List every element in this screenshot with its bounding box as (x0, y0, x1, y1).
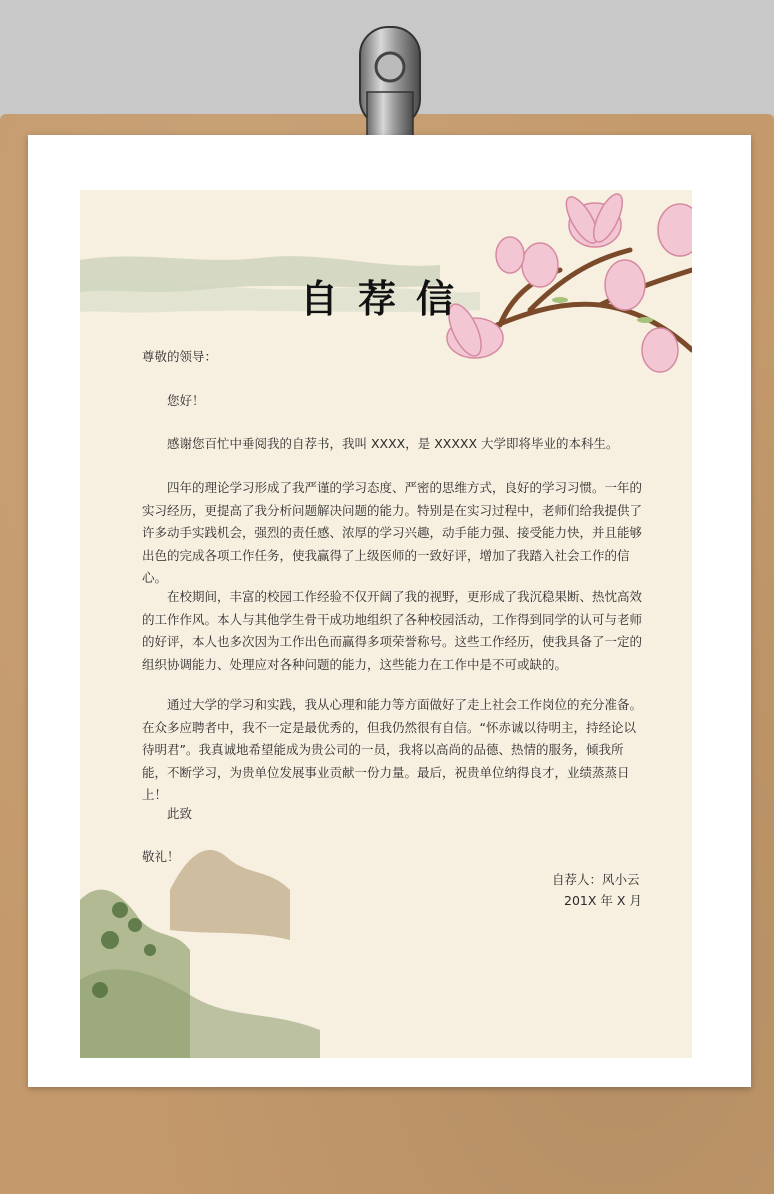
paragraph-intro: 感谢您百忙中垂阅我的自荐书，我叫 XXXX，是 XXXXX 大学即将毕业的本科生。 (167, 436, 619, 451)
paragraph-campus: 在校期间，丰富的校园工作经验不仅开阔了我的视野，更形成了我沉稳果断、热忱高效的工作作风。本人与其他学生骨干成功地组织了各种校园活动，工作得到同学的认可与老师的好评，本人也多次因为工作出色而赢得多项荣誉称号。这些工作经历，使我具备了一定的组织协调能力、处理应对各种问题的能力，这些能力在工作中是不可或缺的。 (142, 589, 643, 672)
greeting: 您好！ (167, 393, 205, 408)
paragraph-study: 四年的理论学习形成了我严谨的学习态度、严密的思维方式，良好的学习习惯。一年的实习经历，更提高了我分析问题解决问题的能力。特别是在实习过程中，老师们给我提供了许多动手实践机会，强烈的责任感、浓厚的学习兴趣，动手能力强、接受能力快，并且能够出色的完成各项工作任务，使我赢得了上级医师的一致好评，增加了我踏入社会工作的信心。 (142, 480, 643, 585)
salutation: 尊敬的领导： (142, 349, 218, 364)
signature: 自荐人：风小云 (552, 872, 640, 887)
letter-date: 201X 年 X 月 (564, 893, 642, 908)
closing-line-1: 此致 (167, 806, 193, 821)
closing-line-2: 敬礼！ (142, 849, 180, 864)
paragraph-readiness: 通过大学的学习和实践，我从心理和能力等方面做好了走上社会工作岗位的充分准备。在众多应聘者中，我不一定是最优秀的，但我仍然很有自信。“怀赤诚以待明主，持经论以待明君”。我真诚地希望能成为贵公司的一员，我将以高尚的品德、热情的服务，倾我所能，不断学习，为贵单位发展事业贡献一份力量。最后，祝贵单位纳得良才，业绩蒸蒸日上！ (142, 697, 643, 802)
letter-title: 自荐信 (299, 277, 474, 321)
